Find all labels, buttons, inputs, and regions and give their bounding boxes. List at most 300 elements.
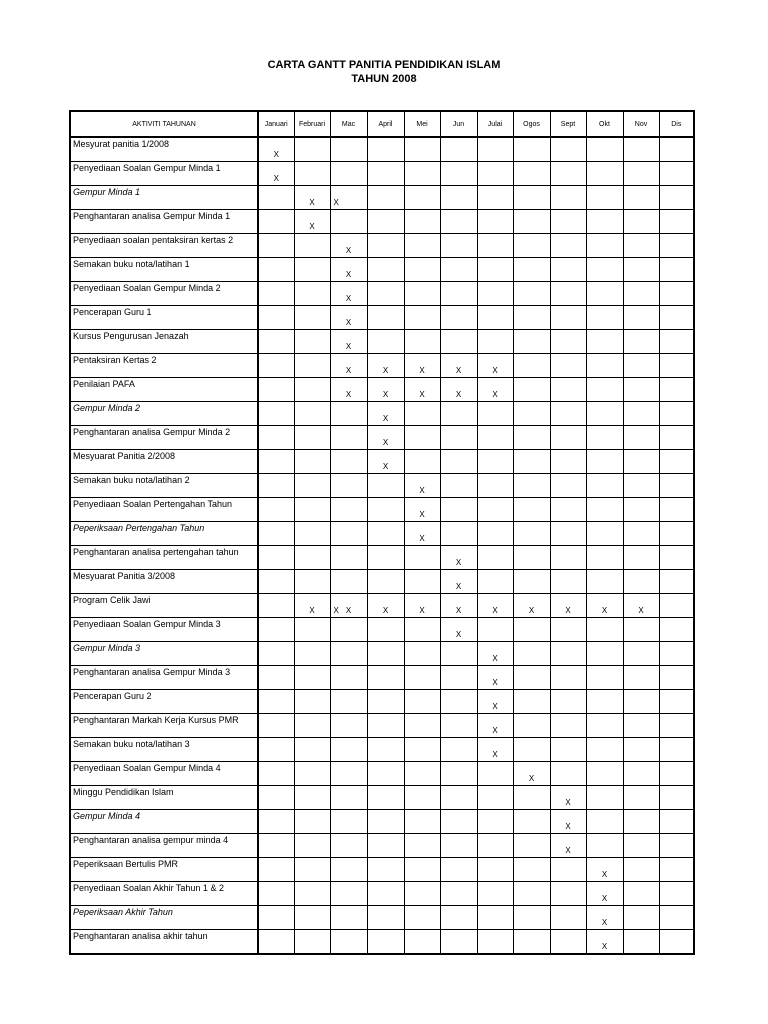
activity-name: Pentaksiran Kertas 2 [70,354,258,378]
month-cell [294,810,330,834]
schedule-mark: X [455,606,462,615]
month-cell [659,834,694,858]
month-cell [659,570,694,594]
activity-row [70,738,694,762]
month-cell [404,162,440,186]
month-cell [659,666,694,690]
month-cell [623,858,659,882]
month-cell [258,546,294,570]
month-cell [294,378,330,402]
month-cell [367,666,404,690]
month-cell [550,546,586,570]
month-cell [294,642,330,666]
activity-name: Gempur Minda 2 [70,402,258,426]
month-cell [367,354,404,378]
month-cell [586,882,623,906]
activity-row [70,330,694,354]
activity-name: Peperiksaan Akhir Tahun [70,906,258,930]
month-cell [440,450,477,474]
activity-row [70,570,694,594]
schedule-mark: X [345,294,352,303]
month-cell [586,762,623,786]
month-cell [258,642,294,666]
month-cell [330,258,367,282]
month-cell [367,906,404,930]
month-cell [404,402,440,426]
month-cell [513,570,550,594]
month-cell [659,882,694,906]
activity-row [70,426,694,450]
month-cell [513,642,550,666]
month-cell [440,570,477,594]
month-cell [477,210,513,234]
month-cell [477,354,513,378]
month-cell [440,498,477,522]
month-cell [513,354,550,378]
month-cell [404,306,440,330]
activity-row [70,690,694,714]
activity-row [70,402,694,426]
month-cell [550,714,586,738]
activity-name: Minggu Pendidikan Islam [70,786,258,810]
month-cell [513,738,550,762]
month-cell [258,186,294,210]
month-cell [623,498,659,522]
schedule-mark: X [565,846,571,855]
activity-row [70,258,694,282]
month-cell [258,930,294,955]
month-cell [513,618,550,642]
month-cell [550,402,586,426]
month-cell [404,378,440,402]
month-cell [586,522,623,546]
activity-name: Penyediaan Soalan Gempur Minda 3 [70,618,258,642]
month-cell [550,834,586,858]
month-cell [623,666,659,690]
month-cell [550,498,586,522]
month-header: Sept [550,111,586,137]
month-cell [659,186,694,210]
month-cell [367,282,404,306]
month-cell [513,282,550,306]
month-cell [258,282,294,306]
month-cell [440,642,477,666]
month-cell [440,834,477,858]
month-cell [513,474,550,498]
month-cell [294,858,330,882]
month-cell [294,306,330,330]
month-cell [404,498,440,522]
month-cell [367,402,404,426]
month-cell [404,234,440,258]
month-cell [404,258,440,282]
month-cell [477,810,513,834]
month-cell [330,450,367,474]
month-cell [294,330,330,354]
activity-row [70,450,694,474]
month-cell [477,522,513,546]
month-cell [586,618,623,642]
month-cell [367,858,404,882]
activity-row [70,162,694,186]
month-cell [404,930,440,955]
month-cell [550,210,586,234]
activity-row [70,618,694,642]
month-cell [623,618,659,642]
month-cell [623,786,659,810]
schedule-mark: X [382,462,389,471]
month-cell [623,186,659,210]
month-cell [513,330,550,354]
activity-row [70,137,694,162]
schedule-mark: X [419,390,425,399]
month-cell [294,522,330,546]
month-cell [404,906,440,930]
month-cell [258,426,294,450]
month-cell [623,738,659,762]
month-cell [440,618,477,642]
month-cell [367,234,404,258]
month-cell [330,210,367,234]
month-cell [586,546,623,570]
activity-row [70,282,694,306]
month-cell [477,234,513,258]
activity-row [70,234,694,258]
month-cell [623,234,659,258]
month-cell [477,786,513,810]
month-cell [623,330,659,354]
month-cell [659,426,694,450]
activity-row [70,834,694,858]
month-cell [513,186,550,210]
schedule-mark: X [601,942,608,951]
month-cell [659,906,694,930]
schedule-mark: X [273,174,279,183]
month-cell [404,186,440,210]
month-cell [330,378,367,402]
month-cell [623,258,659,282]
activity-row [70,642,694,666]
month-cell [294,738,330,762]
month-cell [404,450,440,474]
month-cell [367,930,404,955]
page-title: CARTA GANTT PANITIA PENDIDIKAN ISLAM [267,59,501,71]
month-cell [294,570,330,594]
month-cell [330,834,367,858]
month-cell [586,786,623,810]
month-cell [550,306,586,330]
schedule-mark: X [273,150,279,159]
month-cell [477,570,513,594]
month-cell [550,666,586,690]
month-cell [586,690,623,714]
month-cell [258,762,294,786]
month-cell [258,258,294,282]
month-cell [404,642,440,666]
month-cell [404,474,440,498]
month-cell [550,642,586,666]
month-cell [294,882,330,906]
month-cell [477,906,513,930]
month-cell [550,378,586,402]
month-cell [294,426,330,450]
month-cell [404,858,440,882]
month-cell [404,810,440,834]
month-cell [440,282,477,306]
month-cell [330,882,367,906]
month-cell [477,306,513,330]
month-cell [367,810,404,834]
month-cell [550,354,586,378]
month-cell [623,570,659,594]
activity-name: Pencerapan Guru 2 [70,690,258,714]
activity-name: Penyediaan Soalan Gempur Minda 4 [70,762,258,786]
month-cell [550,570,586,594]
month-header: April [367,111,404,137]
month-cell [330,858,367,882]
month-cell [258,210,294,234]
month-cell [367,498,404,522]
month-header: Julai [477,111,513,137]
month-cell [623,162,659,186]
month-cell [258,810,294,834]
month-cell [367,786,404,810]
month-cell [330,522,367,546]
month-cell [367,210,404,234]
activity-name: Penghantaran analisa Gempur Minda 2 [70,426,258,450]
activity-name: Mesyuarat Panitia 2/2008 [70,450,258,474]
month-cell [294,186,330,210]
activity-name: Penghantaran analisa Gempur Minda 3 [70,666,258,690]
month-cell [513,426,550,450]
month-cell [586,450,623,474]
month-cell [513,258,550,282]
month-cell [404,762,440,786]
month-cell [623,522,659,546]
month-cell [513,450,550,474]
activity-row [70,378,694,402]
schedule-mark: X [528,774,535,783]
month-cell [550,258,586,282]
month-cell [513,810,550,834]
schedule-mark: X [601,918,608,927]
month-cell [440,378,477,402]
month-cell [477,474,513,498]
month-cell [477,402,513,426]
month-cell [623,450,659,474]
month-cell [367,426,404,450]
activity-row [70,306,694,330]
month-cell [404,666,440,690]
month-cell [477,162,513,186]
month-cell [586,186,623,210]
month-cell [477,186,513,210]
month-cell [330,282,367,306]
month-cell [623,930,659,955]
month-cell [258,834,294,858]
activity-name: Penghantaran Markah Kerja Kursus PMR [70,714,258,738]
month-cell [659,474,694,498]
month-cell [258,714,294,738]
month-cell [258,306,294,330]
month-cell [513,762,550,786]
month-cell [330,786,367,810]
month-cell [367,306,404,330]
month-cell [330,618,367,642]
month-cell [659,762,694,786]
month-cell [659,786,694,810]
month-cell [258,690,294,714]
month-cell [440,210,477,234]
month-cell [330,594,367,618]
schedule-mark: X [309,222,315,231]
schedule-mark: X [455,630,462,639]
month-cell [513,234,550,258]
month-cell [404,546,440,570]
month-cell [550,330,586,354]
activity-row [70,666,694,690]
month-cell [294,690,330,714]
schedule-mark: X [455,366,462,375]
month-cell [513,594,550,618]
month-header: Okt [586,111,623,137]
month-cell [404,426,440,450]
schedule-mark: X [419,606,425,615]
month-cell [477,666,513,690]
month-header: Jun [440,111,477,137]
month-cell [258,858,294,882]
activity-row [70,786,694,810]
month-cell [477,378,513,402]
schedule-mark: X [345,606,352,615]
month-cell [367,642,404,666]
schedule-mark: X [455,582,462,591]
month-cell [659,137,694,162]
month-cell [550,426,586,450]
month-cell [440,186,477,210]
month-cell [513,714,550,738]
month-cell [623,762,659,786]
activity-row [70,858,694,882]
schedule-mark: X [333,198,339,207]
month-cell [440,762,477,786]
month-cell [586,258,623,282]
month-cell [440,786,477,810]
schedule-mark: X [565,798,571,807]
month-cell [586,402,623,426]
month-cell [330,498,367,522]
month-cell [513,210,550,234]
month-cell [586,474,623,498]
activity-name: Penghantaran analisa Gempur Minda 1 [70,210,258,234]
month-cell [258,522,294,546]
month-cell [258,666,294,690]
month-cell [258,330,294,354]
activity-name: Semakan buku nota/latihan 3 [70,738,258,762]
activity-column-header: AKTIVITI TAHUNAN [70,111,258,137]
month-cell [477,834,513,858]
schedule-mark: X [382,414,389,423]
activity-row [70,474,694,498]
schedule-mark: X [419,534,425,543]
month-cell [586,426,623,450]
month-cell [513,930,550,955]
month-cell [440,906,477,930]
schedule-mark: X [419,366,425,375]
month-cell [294,234,330,258]
month-cell [404,522,440,546]
month-cell [294,450,330,474]
schedule-mark: X [492,750,498,759]
month-cell [440,858,477,882]
month-cell [550,618,586,642]
month-cell [367,834,404,858]
month-cell [550,137,586,162]
activity-row [70,522,694,546]
month-cell [586,738,623,762]
month-cell [367,738,404,762]
month-cell [586,234,623,258]
month-cell [330,642,367,666]
month-cell [659,258,694,282]
month-cell [623,210,659,234]
month-cell [294,498,330,522]
month-cell [294,137,330,162]
month-cell [659,594,694,618]
schedule-mark: X [455,558,462,567]
schedule-mark: X [345,246,352,255]
month-cell [659,618,694,642]
month-cell [330,426,367,450]
month-header: Januari [258,111,294,137]
month-cell [513,906,550,930]
month-cell [440,426,477,450]
month-cell [586,498,623,522]
month-cell [330,690,367,714]
month-cell [623,642,659,666]
month-cell [659,306,694,330]
month-cell [258,498,294,522]
month-cell [367,330,404,354]
activity-row [70,810,694,834]
month-cell [659,378,694,402]
schedule-mark: X [492,366,498,375]
month-cell [623,834,659,858]
month-cell [477,426,513,450]
month-cell [440,162,477,186]
month-cell [404,282,440,306]
month-cell [258,786,294,810]
month-cell [440,474,477,498]
month-cell [659,738,694,762]
schedule-mark: X [601,894,608,903]
month-cell [294,786,330,810]
month-cell [550,594,586,618]
month-cell [367,450,404,474]
month-cell [586,642,623,666]
month-cell [477,258,513,282]
schedule-mark: X [309,198,315,207]
month-cell [440,594,477,618]
month-cell [659,714,694,738]
month-cell [367,522,404,546]
month-cell [477,618,513,642]
page-subtitle: TAHUN 2008 [351,73,417,85]
schedule-mark: X [601,870,608,879]
month-cell [258,378,294,402]
month-cell [294,714,330,738]
month-cell [404,714,440,738]
